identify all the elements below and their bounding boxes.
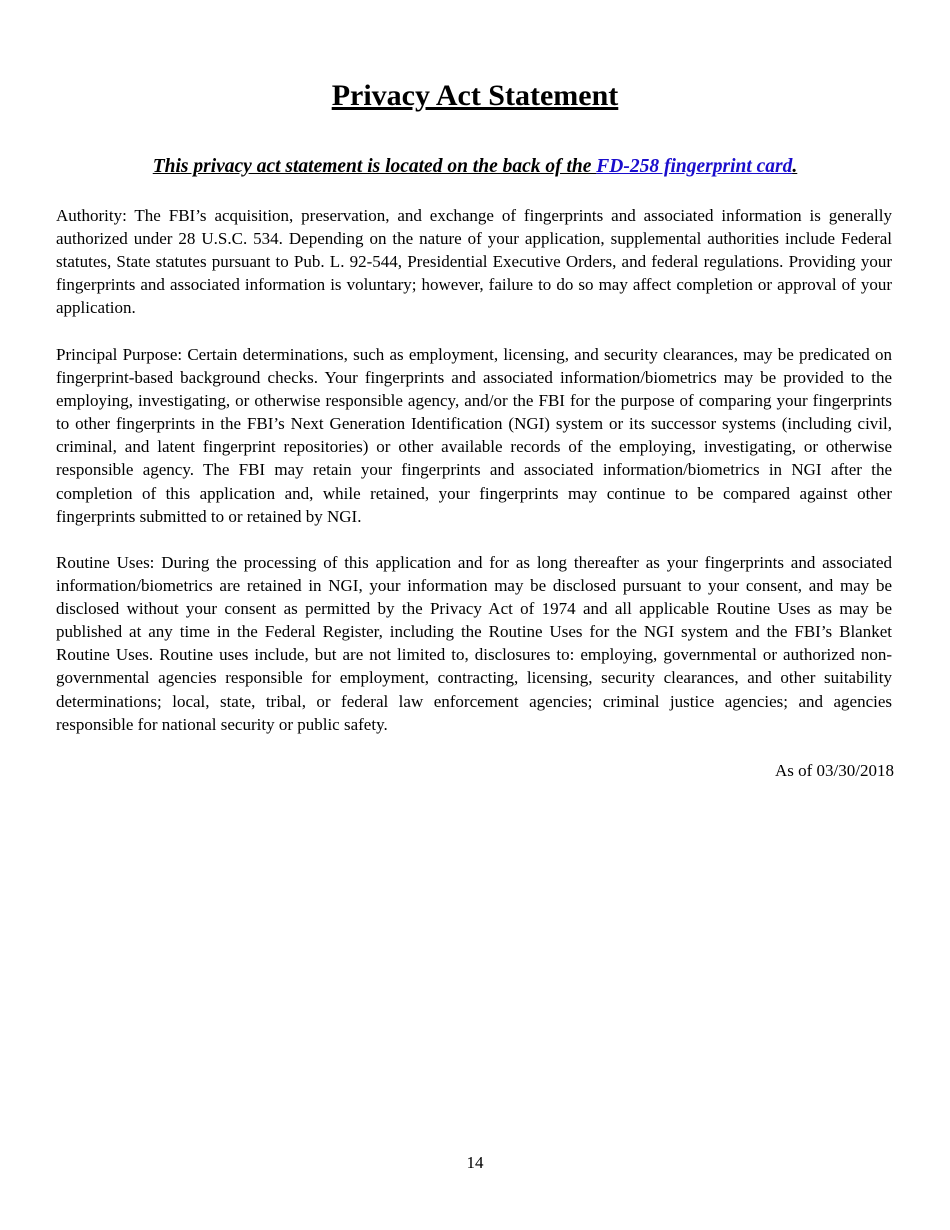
page-number: 14	[466, 1153, 484, 1172]
subtitle-text: This privacy act statement is located on the back of the	[152, 156, 597, 177]
fd-258-fingerprint-card-link[interactable]: FD-258 fingerprint card	[596, 156, 793, 177]
as-of-date: As of 03/30/2018	[775, 761, 894, 780]
principal-purpose-paragraph: Principal Purpose: Certain determinations, such as employment, licensing, and security clearances, may be predicated on fingerprint-based background checks. Your fingerprints and associated information/biometrics may be provided to the employing, investigating, or otherwise responsible agency, and/or the FBI for the purpose of comparing your fingerprints to other fingerprints in the FBI’s Next Generation Identification (NGI) system or its successor systems (including civil, criminal, and latent fingerprint repositories) or other available records of the employing, investigating, or otherwise responsible agency. The FBI may retain your fingerprints and associated information/biometrics in NGI after the completion of this application and, while retained, your fingerprints may continue to be compared against other fingerprints submitted to or retained by NGI.	[56, 345, 892, 526]
subtitle	[0, 154, 950, 180]
routine-uses-paragraph: Routine Uses: During the processing of this application and for as long thereafter as your fingerprints and associated information/biometrics are retained in NGI, your information may be disclosed pursuant to your consent, and may be disclosed without your consent as permitted by the Privacy Act of 1974 and all applicable Routine Uses as may be published at any time in the Federal Register, including the Routine Uses for the NGI system and the FBI’s Blanket Routine Uses. Routine uses include, but are not limited to, disclosures to: employing, governmental or authorized non-governmental agencies responsible for employment, contracting, licensing, security clearances, and other suitability determinations; local, state, tribal, or federal law enforcement agencies; criminal justice agencies; and agencies responsible for national security or public safety.	[56, 553, 892, 734]
authority-paragraph: Authority: The FBI’s acquisition, preservation, and exchange of fingerprints and associated information is generally authorized under 28 U.S.C. 534. Depending on the nature of your application, supplemental authorities include Federal statutes, State statutes pursuant to Pub. L. 92-544, Presidential Executive Orders, and federal regulations. Providing your fingerprints and associated information is voluntary; however, failure to do so may affect completion or approval of your application.	[56, 206, 892, 318]
page-title: Privacy Act Statement	[331, 79, 619, 112]
subtitle-period: .	[792, 156, 798, 177]
